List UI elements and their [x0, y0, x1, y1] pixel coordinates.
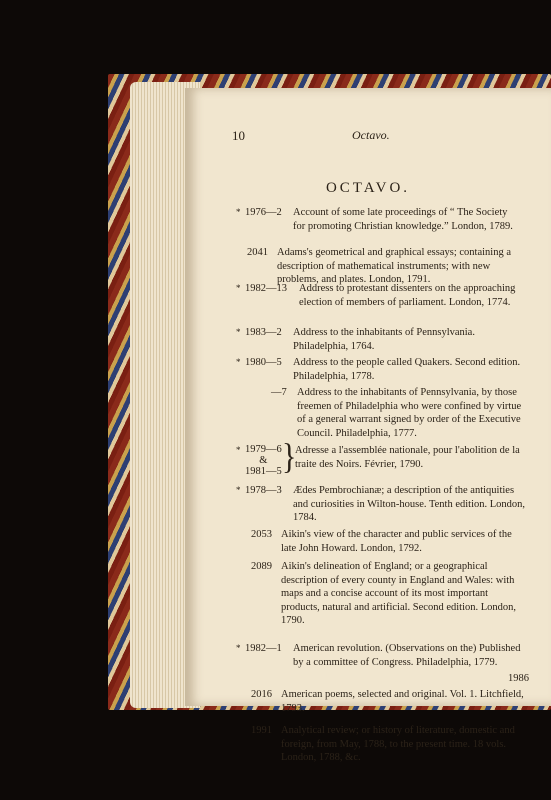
entry-star: *: [236, 327, 241, 337]
brace-glyph: }: [282, 436, 297, 477]
entry-number: 2053: [251, 529, 272, 540]
entry-number: 1979—6 & 1981—5: [245, 444, 282, 477]
entry-number: 1980—5: [245, 357, 282, 368]
running-title: Octavo.: [352, 128, 390, 142]
entry-text: Adams's geometrical and graphical essays; containing a description of mathematical instruments; with new problems, and plates. London, 1791.: [277, 247, 511, 285]
entry-number: —7: [271, 387, 287, 398]
entry-number: 1978—3: [245, 485, 282, 496]
entry-star: *: [236, 643, 241, 653]
entry-text: Address to the people called Quakers. Second edition. Philadelphia, 1778.: [293, 357, 521, 382]
entry-number: 1976—2: [245, 207, 282, 218]
entry-number: 2016: [251, 689, 272, 700]
entry-text: American poems, selected and original. Vol. 1. Litchfield, 1793.: [281, 689, 524, 714]
entry-text: Account of some late proceedings of “ The Society for promoting Christian knowledge.” London, 1789.: [293, 207, 513, 232]
entry-text: Address to protestant dissenters on the approaching election of members of parliament. London, 1774.: [299, 283, 516, 308]
section-title: OCTAVO.: [325, 180, 411, 196]
running-head: [232, 128, 542, 144]
entry-number: 1982—13: [245, 283, 287, 294]
entry-text: Address to the inhabitants of Pennsylvania, by those freemen of Philadelphia who were confined by virtue of a general warrant signed by order of the Executive Council. Philadelphia, 1777.: [297, 387, 522, 439]
entry-text: Ædes Pembrochianæ; a description of the antiquities and curiosities in Wilton-house. Tenth edition. London, 1784.: [293, 485, 526, 523]
page-footer-number: 1986: [508, 673, 529, 684]
entry-number: 2041: [247, 247, 268, 258]
page-number: 10: [232, 128, 245, 143]
entry-star: *: [236, 207, 241, 217]
entry-number: 2089: [251, 561, 272, 572]
entry-number: 1983—2: [245, 327, 282, 338]
entry-text: Aikin's view of the character and public services of the late John Howard. London, 1792.: [281, 529, 512, 554]
entry-star: *: [236, 357, 241, 367]
book-page: [185, 88, 551, 763]
entry-text: Aikin's delineation of England; or a geographical description of every county in England and Wales: with maps and a concise account of its most important products, natural and artificial. Second edition. London, 1790.: [281, 561, 517, 626]
entry-star: *: [236, 445, 241, 455]
entry-text: Address to the inhabitants of Pennsylvania. Philadelphia, 1764.: [293, 327, 475, 352]
entry-star: *: [236, 485, 241, 495]
entry-text: Adresse a l'assemblée nationale, pour l'abolition de la traite des Noirs. Février, 1790.: [295, 445, 520, 470]
entry-star: *: [236, 283, 241, 293]
entry-text: Analytical review; or history of literature, domestic and foreign, from May, 1788, to the present time. 18 vols. London, 1788, &c.: [281, 725, 515, 763]
entry-number: 1982—1: [245, 643, 282, 654]
entry-text: American revolution. (Observations on the) Published by a committee of Congress. Philadelphia, 1779.: [293, 643, 521, 668]
entry-number: 1991: [251, 725, 272, 736]
